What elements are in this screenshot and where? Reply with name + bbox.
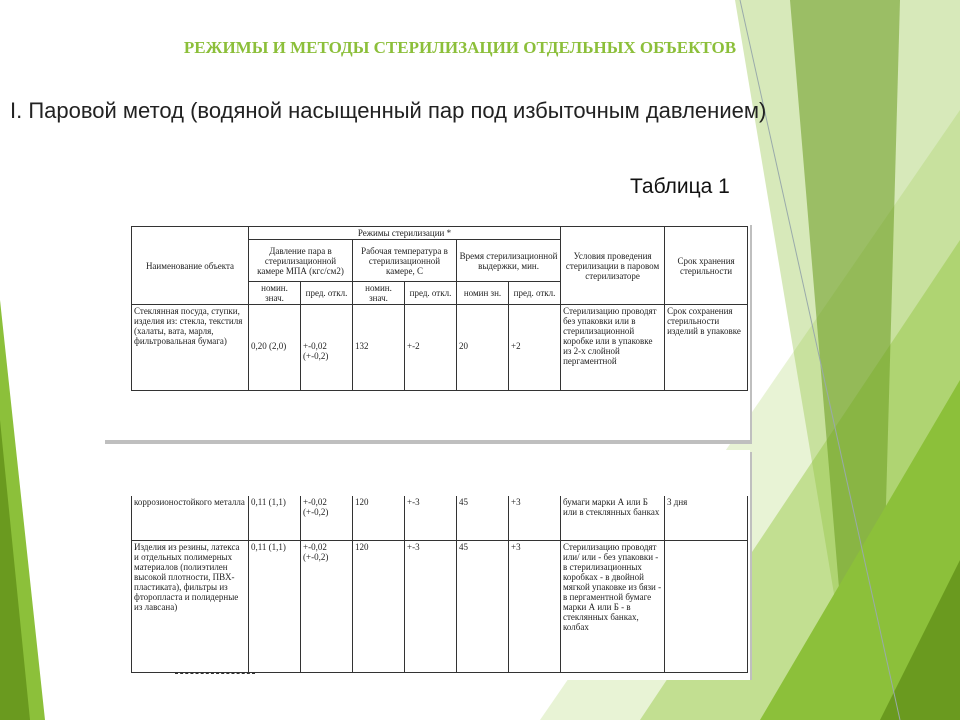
cell-time-deviation: +2 (509, 305, 561, 391)
cell-temperature-deviation: +-3 (405, 496, 457, 540)
header-modes: Режимы стерилизации * (249, 227, 561, 240)
slide-subtitle: I. Паровой метод (водяной насыщенный пар под избыточным давлением) (10, 98, 767, 123)
sterilization-table-part-2 (131, 496, 748, 673)
scan-shadow (105, 440, 750, 444)
cell-temperature-deviation: +-3 (405, 540, 457, 672)
cell-conditions: бумаги марки А или Б или в стеклянных банках (561, 496, 665, 540)
header-nominal: номин. знач. (249, 282, 301, 305)
header-name: Наименование объекта (132, 227, 249, 305)
cell-name: Стеклянная посуда, ступки, изделия из: стекла, текстиля (халаты, вата, марля, фильтровальная бумага) (132, 305, 249, 391)
cell-temperature-deviation: +-2 (405, 305, 457, 391)
slide-title: РЕЖИМЫ И МЕТОДЫ СТЕРИЛИЗАЦИИ ОТДЕЛЬНЫХ ОБЪЕКТОВ (183, 38, 737, 57)
header-storage: Срок хранения стерильности (665, 227, 748, 305)
table-scan-part-2 (105, 450, 750, 680)
cell-pressure-deviation: +-0,02 (+-0,2) (301, 496, 353, 540)
cell-pressure-nominal: 0,11 (1,1) (249, 540, 301, 672)
cell-conditions: Стерилизацию проводят или/ или - без упаковки - в стерилизационных коробках - в двойной мягкой упаковке из бязи - в пергаментной бумаге марки А или Б - в стеклянных банках, колбах (561, 540, 665, 672)
header-deviation: пред. откл. (301, 282, 353, 305)
header-nominal: номин. знач. (353, 282, 405, 305)
cell-time-deviation: +3 (509, 496, 561, 540)
table-scan-part-1 (105, 222, 750, 440)
cell-name: коррозионостойкого металла (132, 496, 249, 540)
header-conditions: Условия проведения стерилизации в паровом стерилизаторе (561, 227, 665, 305)
table-caption: Таблица 1 (630, 175, 730, 198)
table-row (132, 496, 748, 540)
cell-storage (665, 540, 748, 672)
cell-pressure-deviation: +-0,02 (+-0,2) (301, 305, 353, 391)
cell-time-nominal: 45 (457, 496, 509, 540)
header-temperature: Рабочая температура в стерилизационной камере, С (353, 240, 457, 282)
cell-name: Изделия из резины, латекса и отдельных полимерных материалов (полиэтилен высокой плотности, ПВХ-пластиката), фильтры из фторопласта и полидерные из лавсана) (132, 540, 249, 672)
cell-temperature-nominal: 132 (353, 305, 405, 391)
cell-time-deviation: +3 (509, 540, 561, 672)
footnote-rule (175, 673, 255, 674)
table-row (132, 305, 748, 391)
header-deviation: пред. откл. (509, 282, 561, 305)
cell-time-nominal: 45 (457, 540, 509, 672)
header-time: Время стерилизационной выдержки, мин. (457, 240, 561, 282)
sterilization-table-part-1 (131, 226, 748, 391)
cell-conditions: Стерилизацию проводят без упаковки или в стерилизационной коробке или в упаковке из 2-х слойной пергаментной (561, 305, 665, 391)
cell-storage: 3 дня (665, 496, 748, 540)
cell-pressure-deviation: +-0,02 (+-0,2) (301, 540, 353, 672)
table-row (132, 540, 748, 672)
cell-temperature-nominal: 120 (353, 540, 405, 672)
header-pressure: Давление пара в стерилизационной камере МПА (кгс/см2) (249, 240, 353, 282)
header-deviation: пред. откл. (405, 282, 457, 305)
cell-time-nominal: 20 (457, 305, 509, 391)
cell-pressure-nominal: 0,20 (2,0) (249, 305, 301, 391)
cell-temperature-nominal: 120 (353, 496, 405, 540)
header-nominal: номин зн. (457, 282, 509, 305)
cell-storage: Срок сохранения стерильности изделий в упаковке (665, 305, 748, 391)
cell-pressure-nominal: 0,11 (1,1) (249, 496, 301, 540)
